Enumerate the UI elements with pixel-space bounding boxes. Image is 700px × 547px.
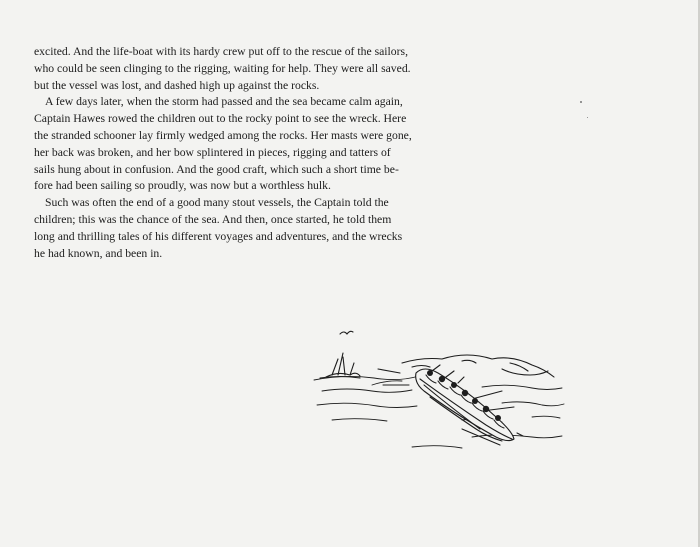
text-line: excited. And the life-boat with its hardy crew put off to the rescue of the sailors, [34,45,408,58]
wreck-icon [320,353,360,378]
paper-speck [587,117,588,118]
text-line: but the vessel was lost, and dashed high up against the rocks. [34,78,320,92]
paragraph-1 [34,44,428,94]
text-line: fore had been sailing so proudly, was now but a worthless hulk. [34,179,331,193]
body-text [34,44,428,262]
text-line: A few days later, when the storm had passed and the sea became calm again, [45,95,403,109]
rowboat-illustration [312,325,592,460]
text-line: her back was broken, and her bow splintered in pieces, rigging and tatters of [34,145,391,159]
seagull-icon [340,331,353,334]
text-line: long and thrilling tales of his different voyages and adventures, and the wrecks [34,229,403,243]
paragraph-2 [34,94,428,195]
text-line: he had known, and been in. [34,246,163,260]
paper-speck [580,101,582,103]
text-line: children; this was the chance of the sea. And then, once started, he told them [34,212,392,226]
text-line: Captain Hawes rowed the children out to the rocky point to see the wreck. Here [34,112,407,126]
paragraph-3 [34,195,428,262]
text-line: who could be seen clinging to the rigging, waiting for help. They were all saved. [34,61,411,75]
text-line: the stranded schooner lay firmly wedged among the rocks. Her masts were gone, [34,128,412,142]
text-line: sails hung about in confusion. And the good craft, which such a short time be- [34,162,399,176]
text-line: Such was often the end of a good many stout vessels, the Captain told the [45,196,389,210]
